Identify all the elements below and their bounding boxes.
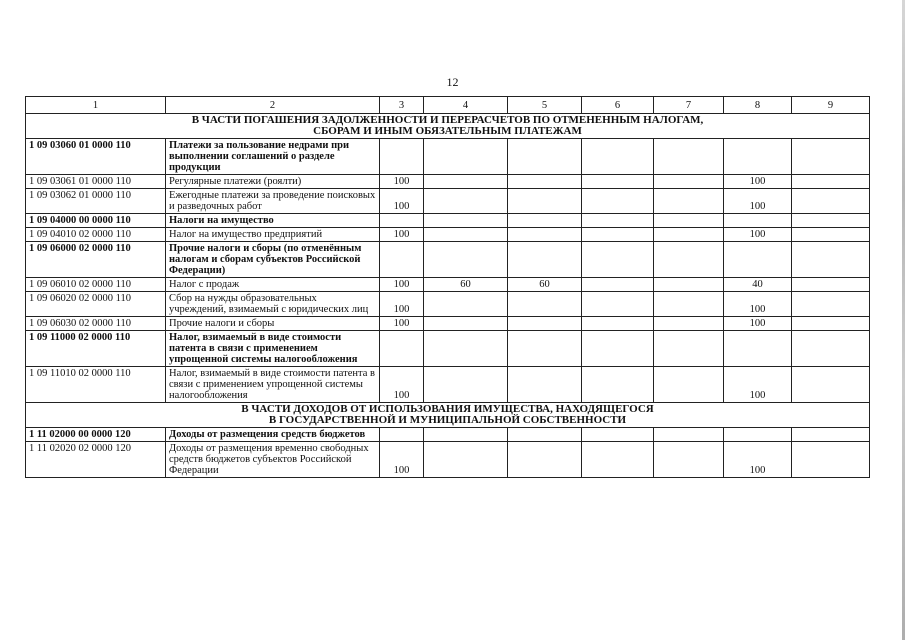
value-cell-col5: [508, 442, 582, 478]
value-cell-col9: [792, 242, 870, 278]
income-name-cell: Ежегодные платежи за проведение поисковых и разведочных работ: [166, 189, 380, 214]
value-cell-col3: 100: [380, 228, 424, 242]
value-cell-col5: [508, 317, 582, 331]
value-cell-col5: [508, 331, 582, 367]
value-cell-col3: 100: [380, 189, 424, 214]
section-header-row: [26, 403, 870, 428]
value-cell-col3: [380, 139, 424, 175]
value-cell-col4: [424, 175, 508, 189]
value-cell-col5: [508, 139, 582, 175]
value-cell-col6: [582, 278, 654, 292]
table-row: [26, 228, 870, 242]
value-cell-col9: [792, 228, 870, 242]
income-name-cell: Налог, взимаемый в виде стоимости патента в связи с применением упрощенной системы налогообложения: [166, 331, 380, 367]
value-cell-col6: [582, 228, 654, 242]
income-name-cell: Регулярные платежи (роялти): [166, 175, 380, 189]
budget-code-cell: 1 09 03060 01 0000 110: [26, 139, 166, 175]
value-cell-col4: [424, 292, 508, 317]
table-row: [26, 189, 870, 214]
value-cell-col6: [582, 139, 654, 175]
budget-code-cell: 1 09 03061 01 0000 110: [26, 175, 166, 189]
value-cell-col9: [792, 331, 870, 367]
value-cell-col3: 100: [380, 292, 424, 317]
value-cell-col7: [654, 228, 724, 242]
value-cell-col7: [654, 428, 724, 442]
table-row: [26, 242, 870, 278]
value-cell-col8: [724, 139, 792, 175]
value-cell-col5: [508, 292, 582, 317]
section-title-debt-repayment: [26, 114, 870, 139]
budget-code-cell: 1 09 04000 00 0000 110: [26, 214, 166, 228]
table-row: [26, 428, 870, 442]
value-cell-col7: [654, 242, 724, 278]
value-cell-col3: 100: [380, 442, 424, 478]
budget-code-cell: 1 09 06020 02 0000 110: [26, 292, 166, 317]
value-cell-col8: [724, 214, 792, 228]
table-row: [26, 175, 870, 189]
column-header-9: 9: [792, 97, 870, 114]
value-cell-col6: [582, 428, 654, 442]
value-cell-col6: [582, 442, 654, 478]
value-cell-col6: [582, 317, 654, 331]
value-cell-col4: [424, 428, 508, 442]
table-row: [26, 214, 870, 228]
value-cell-col8: 100: [724, 292, 792, 317]
value-cell-col5: [508, 428, 582, 442]
value-cell-col7: [654, 442, 724, 478]
income-name-cell: Доходы от размещения средств бюджетов: [166, 428, 380, 442]
value-cell-col6: [582, 175, 654, 189]
value-cell-col3: 100: [380, 278, 424, 292]
section-header-row: [26, 114, 870, 139]
value-cell-col4: [424, 331, 508, 367]
value-cell-col3: 100: [380, 175, 424, 189]
value-cell-col3: 100: [380, 367, 424, 403]
value-cell-col4: [424, 317, 508, 331]
income-name-cell: Налог, взимаемый в виде стоимости патента в связи с применением упрощенной системы налогообложения: [166, 367, 380, 403]
income-name-cell: Прочие налоги и сборы: [166, 317, 380, 331]
value-cell-col9: [792, 442, 870, 478]
table-row: [26, 442, 870, 478]
section-title-line: В ЧАСТИ ДОХОДОВ ОТ ИСПОЛЬЗОВАНИЯ ИМУЩЕСТВА, НАХОДЯЩЕГОСЯ: [241, 403, 654, 415]
value-cell-col5: [508, 367, 582, 403]
income-name-cell: Сбор на нужды образовательных учреждений, взимаемый с юридических лиц: [166, 292, 380, 317]
column-header-8: 8: [724, 97, 792, 114]
value-cell-col6: [582, 242, 654, 278]
value-cell-col4: [424, 189, 508, 214]
value-cell-col3: [380, 242, 424, 278]
budget-code-cell: 1 09 03062 01 0000 110: [26, 189, 166, 214]
value-cell-col9: [792, 214, 870, 228]
table-row: [26, 278, 870, 292]
value-cell-col6: [582, 292, 654, 317]
column-header-2: 2: [166, 97, 380, 114]
value-cell-col7: [654, 139, 724, 175]
section-title-line: СБОРАМ И ИНЫМ ОБЯЗАТЕЛЬНЫМ ПЛАТЕЖАМ: [313, 125, 582, 137]
value-cell-col4: [424, 242, 508, 278]
value-cell-col9: [792, 175, 870, 189]
value-cell-col4: [424, 228, 508, 242]
value-cell-col6: [582, 367, 654, 403]
table-row: [26, 331, 870, 367]
value-cell-col3: 100: [380, 317, 424, 331]
value-cell-col5: [508, 189, 582, 214]
budget-code-cell: 1 09 06030 02 0000 110: [26, 317, 166, 331]
value-cell-col8: 40: [724, 278, 792, 292]
value-cell-col8: [724, 428, 792, 442]
income-name-cell: Налог на имущество предприятий: [166, 228, 380, 242]
table-row: [26, 317, 870, 331]
column-header-3: 3: [380, 97, 424, 114]
value-cell-col9: [792, 139, 870, 175]
budget-code-cell: 1 09 04010 02 0000 110: [26, 228, 166, 242]
value-cell-col9: [792, 317, 870, 331]
value-cell-col5: [508, 228, 582, 242]
column-header-7: 7: [654, 97, 724, 114]
value-cell-col7: [654, 278, 724, 292]
income-name-cell: Прочие налоги и сборы (по отменённым налогам и сборам субъектов Российской Федерации): [166, 242, 380, 278]
column-number-row: [26, 97, 870, 114]
section-title-line: В ГОСУДАРСТВЕННОЙ И МУНИЦИПАЛЬНОЙ СОБСТВЕННОСТИ: [268, 414, 627, 426]
value-cell-col7: [654, 367, 724, 403]
value-cell-col7: [654, 317, 724, 331]
value-cell-col7: [654, 189, 724, 214]
value-cell-col5: [508, 242, 582, 278]
value-cell-col3: [380, 214, 424, 228]
value-cell-col8: [724, 331, 792, 367]
value-cell-col7: [654, 331, 724, 367]
budget-allocation-table: [25, 96, 870, 478]
table-row: [26, 139, 870, 175]
value-cell-col6: [582, 331, 654, 367]
value-cell-col8: 100: [724, 189, 792, 214]
section-title-property-income: [26, 403, 870, 428]
value-cell-col8: 100: [724, 175, 792, 189]
value-cell-col7: [654, 175, 724, 189]
table-row: [26, 367, 870, 403]
table-row: [26, 292, 870, 317]
value-cell-col8: 100: [724, 228, 792, 242]
value-cell-col9: [792, 292, 870, 317]
income-name-cell: Платежи за пользование недрами при выполнении соглашений о разделе продукции: [166, 139, 380, 175]
value-cell-col8: 100: [724, 367, 792, 403]
page-number: 12: [446, 75, 459, 89]
value-cell-col6: [582, 214, 654, 228]
column-header-6: 6: [582, 97, 654, 114]
value-cell-col3: [380, 331, 424, 367]
value-cell-col9: [792, 428, 870, 442]
value-cell-col4: [424, 214, 508, 228]
column-header-4: 4: [424, 97, 508, 114]
value-cell-col7: [654, 292, 724, 317]
budget-code-cell: 1 09 06010 02 0000 110: [26, 278, 166, 292]
value-cell-col9: [792, 367, 870, 403]
value-cell-col5: [508, 214, 582, 228]
value-cell-col5: [508, 175, 582, 189]
value-cell-col3: [380, 428, 424, 442]
value-cell-col4: [424, 442, 508, 478]
section-title-line: В ЧАСТИ ПОГАШЕНИЯ ЗАДОЛЖЕННОСТИ И ПЕРЕРАСЧЕТОВ ПО ОТМЕНЕННЫМ НАЛОГАМ,: [191, 114, 704, 126]
budget-code-cell: 1 09 11000 02 0000 110: [26, 331, 166, 367]
value-cell-col5: 60: [508, 278, 582, 292]
value-cell-col4: [424, 139, 508, 175]
value-cell-col4: 60: [424, 278, 508, 292]
value-cell-col8: 100: [724, 442, 792, 478]
budget-code-cell: 1 09 06000 02 0000 110: [26, 242, 166, 278]
value-cell-col4: [424, 367, 508, 403]
value-cell-col8: 100: [724, 317, 792, 331]
value-cell-col8: [724, 242, 792, 278]
budget-code-cell: 1 11 02020 02 0000 120: [26, 442, 166, 478]
income-name-cell: Налог с продаж: [166, 278, 380, 292]
income-name-cell: Налоги на имущество: [166, 214, 380, 228]
value-cell-col7: [654, 214, 724, 228]
value-cell-col6: [582, 189, 654, 214]
budget-code-cell: 1 09 11010 02 0000 110: [26, 367, 166, 403]
budget-code-cell: 1 11 02000 00 0000 120: [26, 428, 166, 442]
column-header-1: 1: [26, 97, 166, 114]
income-name-cell: Доходы от размещения временно свободных средств бюджетов субъектов Российской Федерации: [166, 442, 380, 478]
value-cell-col9: [792, 278, 870, 292]
value-cell-col9: [792, 189, 870, 214]
column-header-5: 5: [508, 97, 582, 114]
